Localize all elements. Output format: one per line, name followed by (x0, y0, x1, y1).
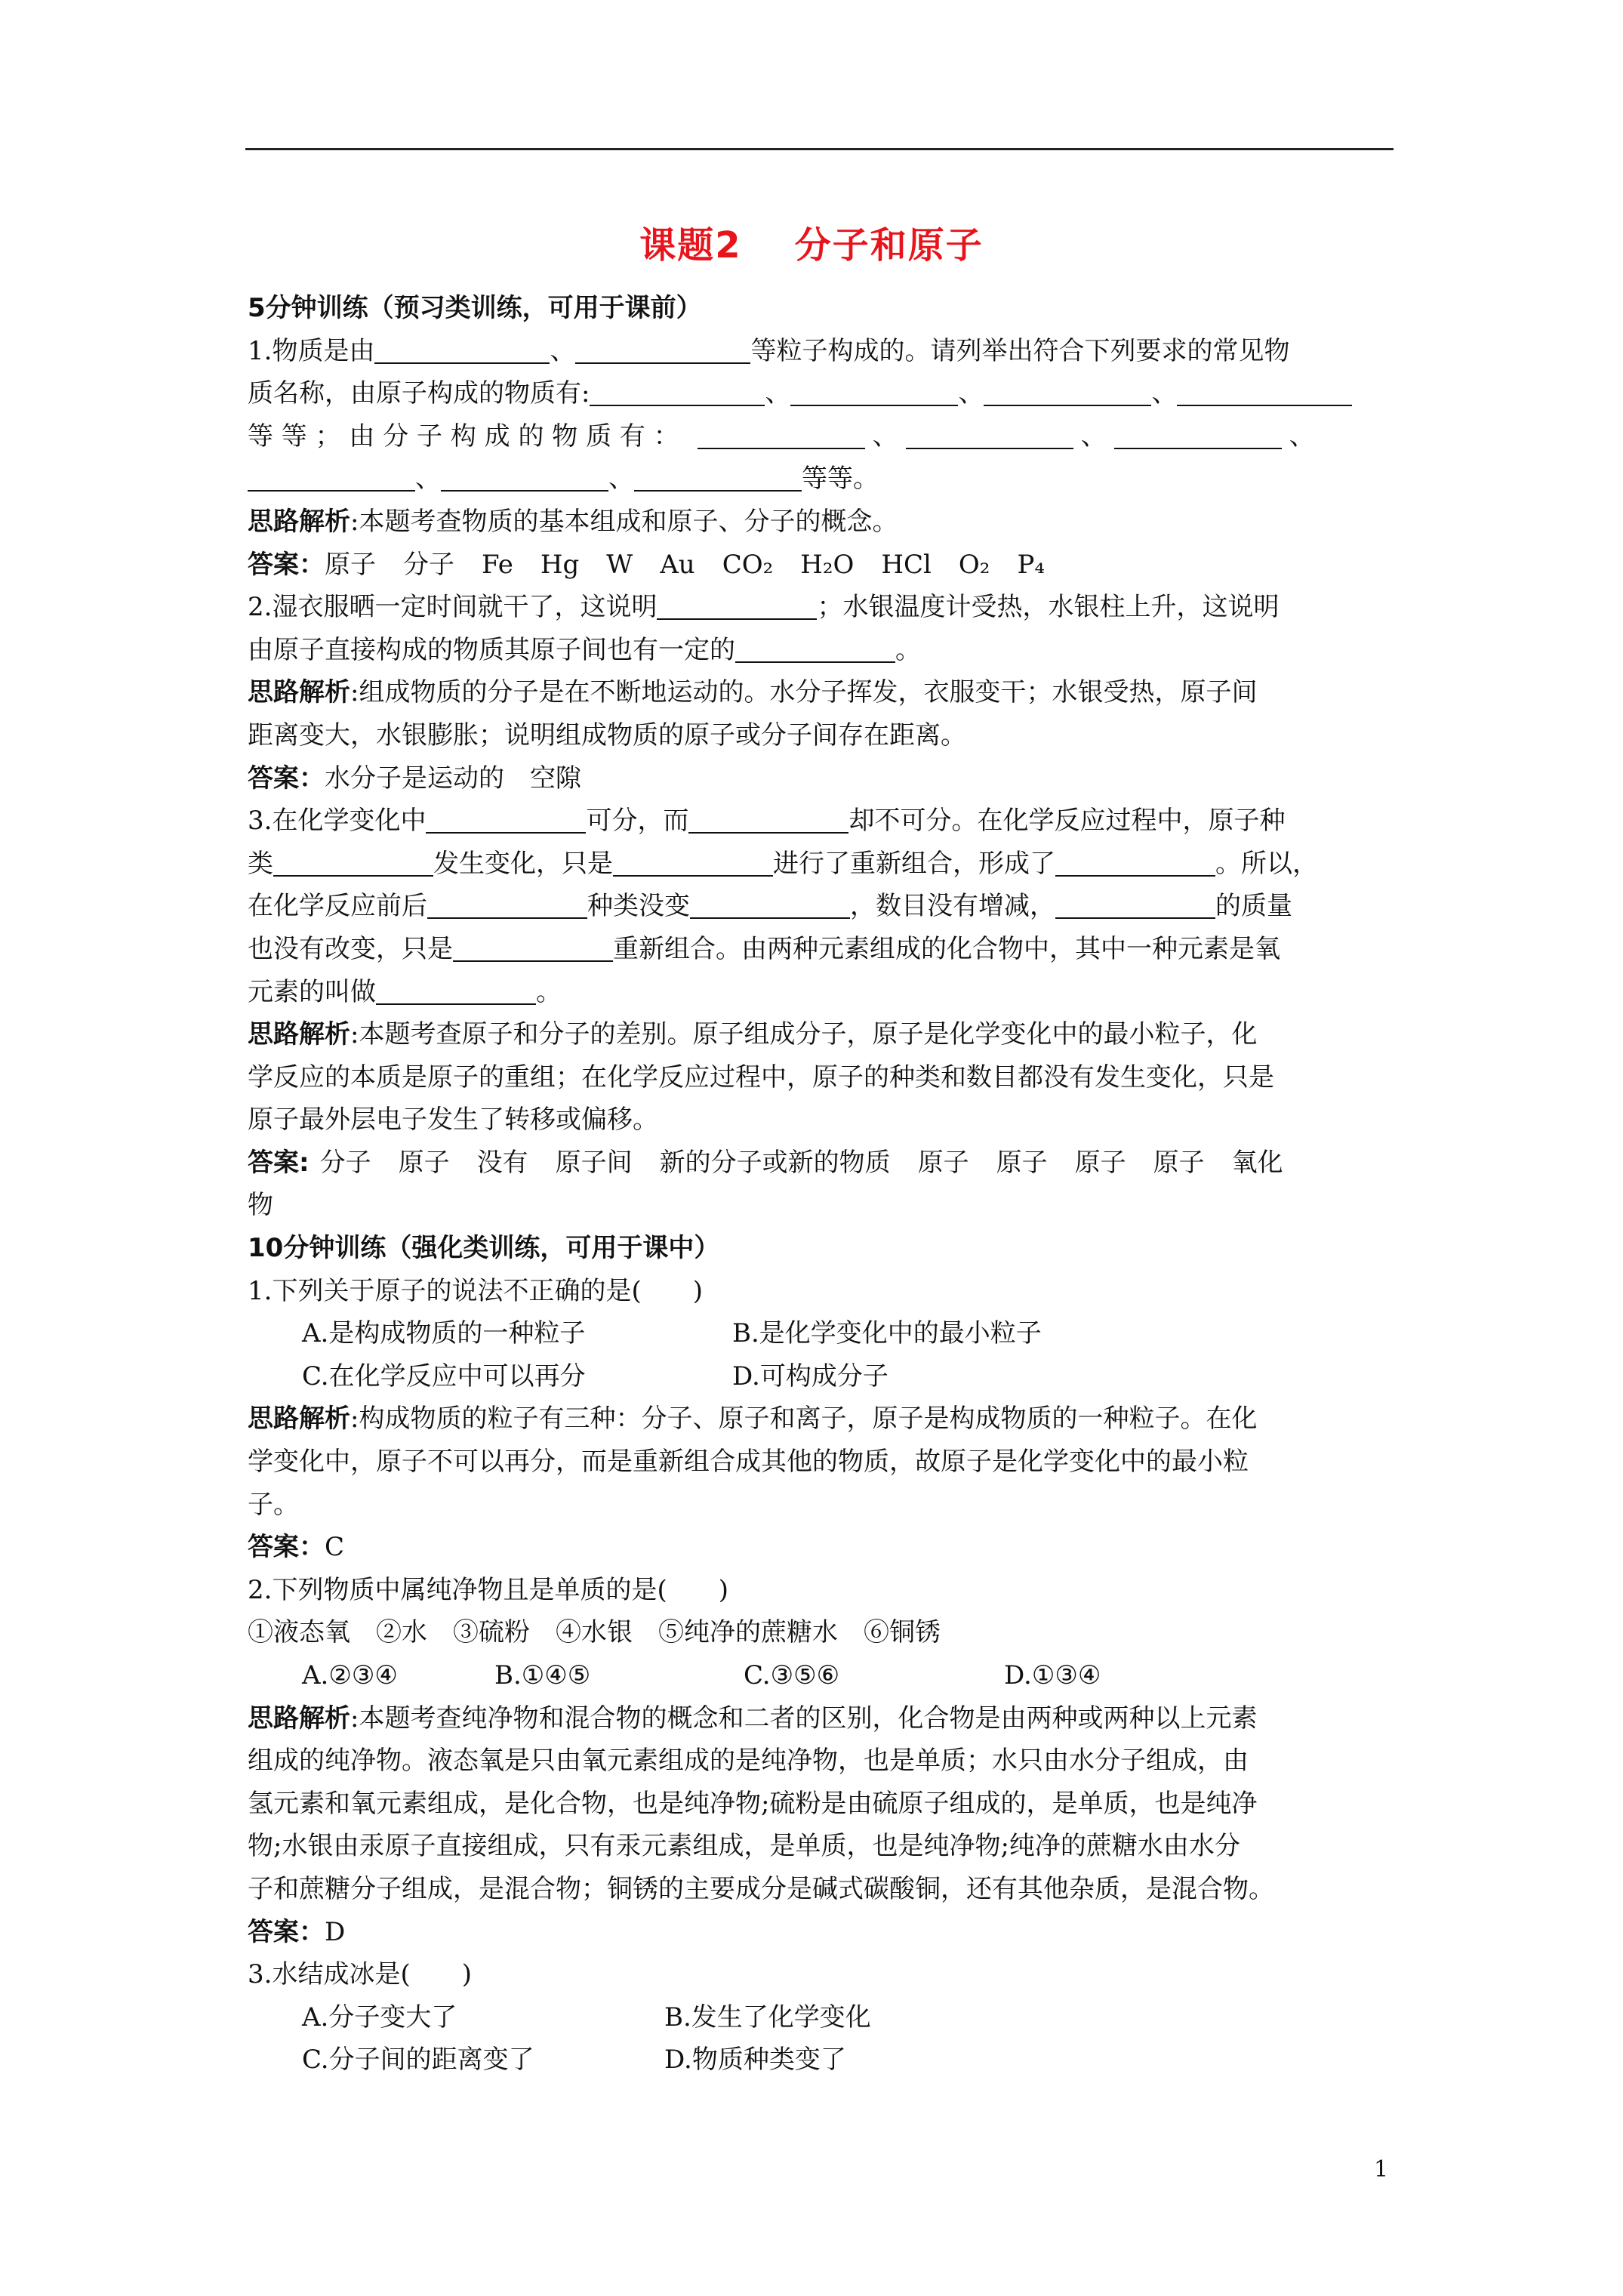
blank[interactable] (575, 337, 750, 364)
q1-analysis: 思路解析:本题考查物质的基本组成和原子、分子的概念。 (248, 506, 898, 537)
option-c[interactable]: C.分子间的距离变了 (302, 2045, 534, 2076)
blank[interactable] (427, 892, 587, 919)
blank[interactable] (698, 422, 865, 449)
q1-answer: 答案：原子 分子 Fe Hg W Au CO₂ H₂O HCl O₂ P₄ (248, 549, 1045, 580)
section-heading-10min: 10分钟训练（强化类训练，可用于课中） (248, 1233, 720, 1264)
blank[interactable] (1055, 849, 1215, 877)
blank[interactable] (735, 636, 895, 663)
q3-answer: 答案: 分子 原子 没有 原子间 新的分子或新的物质 原子 原子 原子 原子 氧化 (248, 1147, 1283, 1178)
mc2-analysis-2: 组成的纯净物。液态氧是只由氧元素组成的是纯净物，也是单质；水只由水分子组成，由 (248, 1746, 1249, 1777)
option-d[interactable]: D.可构成分子 (732, 1361, 888, 1391)
q1-line-1: 1.物质是由 、 等粒子构成的。请列举出符合下列要求的常见物 (248, 335, 1290, 366)
blank[interactable] (273, 849, 433, 877)
mc2-items: ①液态氧 ②水 ③硫粉 ④水银 ⑤纯净的蔗糖水 ⑥铜锈 (248, 1617, 941, 1648)
blank[interactable] (634, 464, 802, 492)
blank[interactable] (690, 892, 850, 919)
section-heading-5min: 5分钟训练（预习类训练，可用于课前） (248, 293, 702, 323)
q2-analysis-1: 思路解析:组成物质的分子是在不断地运动的。水分子挥发，衣服变干；水银受热，原子间 (248, 677, 1258, 708)
blank[interactable] (906, 422, 1073, 449)
lesson-name: 分子和原子 (794, 224, 984, 267)
mc1-analysis-1: 思路解析:构成物质的粒子有三种：分子、原子和离子，原子是构成物质的一种粒子。在化 (248, 1404, 1258, 1435)
q2-analysis-2: 距离变大，水银膨胀；说明组成物质的原子或分子间存在距离。 (248, 720, 966, 750)
q3-line-3: 在化学反应前后 种类没变 ，数目没有增减， 的质量 (248, 891, 1292, 922)
q3-line-5: 元素的叫做 。 (248, 976, 562, 1007)
blank[interactable] (984, 379, 1151, 406)
q3-analysis-2: 学反应的本质是原子的重组；在化学反应过程中，原子的种类和数目都没有发生变化，只是 (248, 1062, 1274, 1093)
blank[interactable] (590, 379, 765, 406)
option-d[interactable]: D.物质种类变了 (664, 2045, 846, 2076)
option-d[interactable]: D.①③④ (1004, 1660, 1101, 1690)
blank[interactable] (441, 464, 608, 492)
option-b[interactable]: B.发生了化学变化 (664, 2002, 871, 2032)
q1-line-4: 、 、 等等。 (248, 458, 1392, 501)
page-number: 1 (1374, 2156, 1389, 2183)
blank[interactable] (453, 935, 613, 962)
q3-analysis-1: 思路解析:本题考查原子和分子的差别。原子组成分子，原子是化学变化中的最小粒子，化 (248, 1019, 1258, 1050)
q3-line-1: 3.在化学变化中 可分，而 却不可分。在化学反应过程中，原子种 (248, 806, 1286, 837)
option-b[interactable]: B.是化学变化中的最小粒子 (732, 1318, 1042, 1349)
mc2-analysis-5: 子和蔗糖分子组成，是混合物；铜锈的主要成分是碱式碳酸铜，还有其他杂质，是混合物。 (248, 1873, 1274, 1904)
mc2-options (248, 1654, 1392, 1697)
mc1-analysis-2: 学变化中，原子不可以再分，而是重新组合成其他的物质，故原子是化学变化中的最小粒 (248, 1447, 1249, 1478)
q3-answer-cont: 物 (248, 1190, 273, 1221)
option-a[interactable]: A.分子变大了 (302, 2002, 457, 2032)
blank[interactable] (248, 464, 415, 492)
option-a[interactable]: A.②③④ (302, 1660, 398, 1690)
mc3-stem: 3.水结成冰是( ) (248, 1959, 472, 1990)
q3-line-2: 类 发生变化，只是 进行了重新组合，形成了 。所以， (248, 848, 1318, 879)
option-c[interactable]: C.③⑤⑥ (744, 1660, 840, 1690)
mc2-stem: 2.下列物质中属纯净物且是单质的是( ) (248, 1574, 728, 1605)
q3-line-4: 也没有改变，只是 重新组合。由两种元素组成的化合物中，其中一种元素是氧 (248, 933, 1280, 964)
page-title (0, 216, 1623, 268)
q1-line-3: 等 等 ； 由 分 子 构 成 的 物 质 有 ： 、 、 、 (248, 421, 1315, 451)
blank[interactable] (1055, 892, 1215, 919)
blank[interactable] (1114, 422, 1282, 449)
blank[interactable] (790, 379, 958, 406)
q2-line-2: 由原子直接构成的物质其原子间也有一定的 。 (248, 634, 921, 665)
mc3-options-cd (248, 2039, 1392, 2082)
blank[interactable] (374, 337, 550, 364)
mc1-analysis-3: 子。 (248, 1489, 299, 1520)
header-rule (245, 148, 1394, 150)
mc1-options-cd (248, 1355, 1392, 1398)
blank[interactable] (426, 806, 586, 834)
blank[interactable] (613, 849, 773, 877)
mc2-answer: 答案：D (248, 1916, 346, 1947)
option-a[interactable]: A.是构成物质的一种粒子 (302, 1318, 586, 1349)
worksheet-body (248, 287, 1392, 2082)
q1-line-2: 质名称，由原子构成的物质有: 、 、 、 (248, 372, 1392, 415)
mc3-options-ab (248, 1996, 1392, 2039)
blank[interactable] (1177, 379, 1352, 406)
option-b[interactable]: B.①④⑤ (494, 1660, 591, 1690)
mc2-analysis-4: 物;水银由汞原子直接组成，只有汞元素组成，是单质，也是纯净物;纯净的蔗糖水由水分 (248, 1831, 1240, 1862)
blank[interactable] (657, 593, 817, 620)
q2-answer: 答案：水分子是运动的 空隙 (248, 763, 581, 794)
mc1-answer: 答案：C (248, 1532, 345, 1563)
lesson-number: 课题2 (639, 224, 742, 267)
mc2-analysis-3: 氢元素和氧元素组成，是化合物，也是纯净物;硫粉是由硫原子组成的，是单质，也是纯净 (248, 1788, 1258, 1819)
blank[interactable] (376, 978, 536, 1005)
option-c[interactable]: C.在化学反应中可以再分 (302, 1361, 586, 1391)
mc1-options-ab (248, 1312, 1392, 1355)
q3-analysis-3: 原子最外层电子发生了转移或偏移。 (248, 1105, 658, 1136)
mc2-analysis-1: 思路解析:本题考查纯净物和混合物的概念和二者的区别，化合物是由两种或两种以上元素 (248, 1703, 1258, 1734)
q2-line-1: 2.湿衣服晒一定时间就干了，这说明 ；水银温度计受热，水银柱上升，这说明 (248, 592, 1280, 623)
mc1-stem: 1.下列关于原子的说法不正确的是( ) (248, 1275, 703, 1306)
blank[interactable] (688, 806, 848, 834)
